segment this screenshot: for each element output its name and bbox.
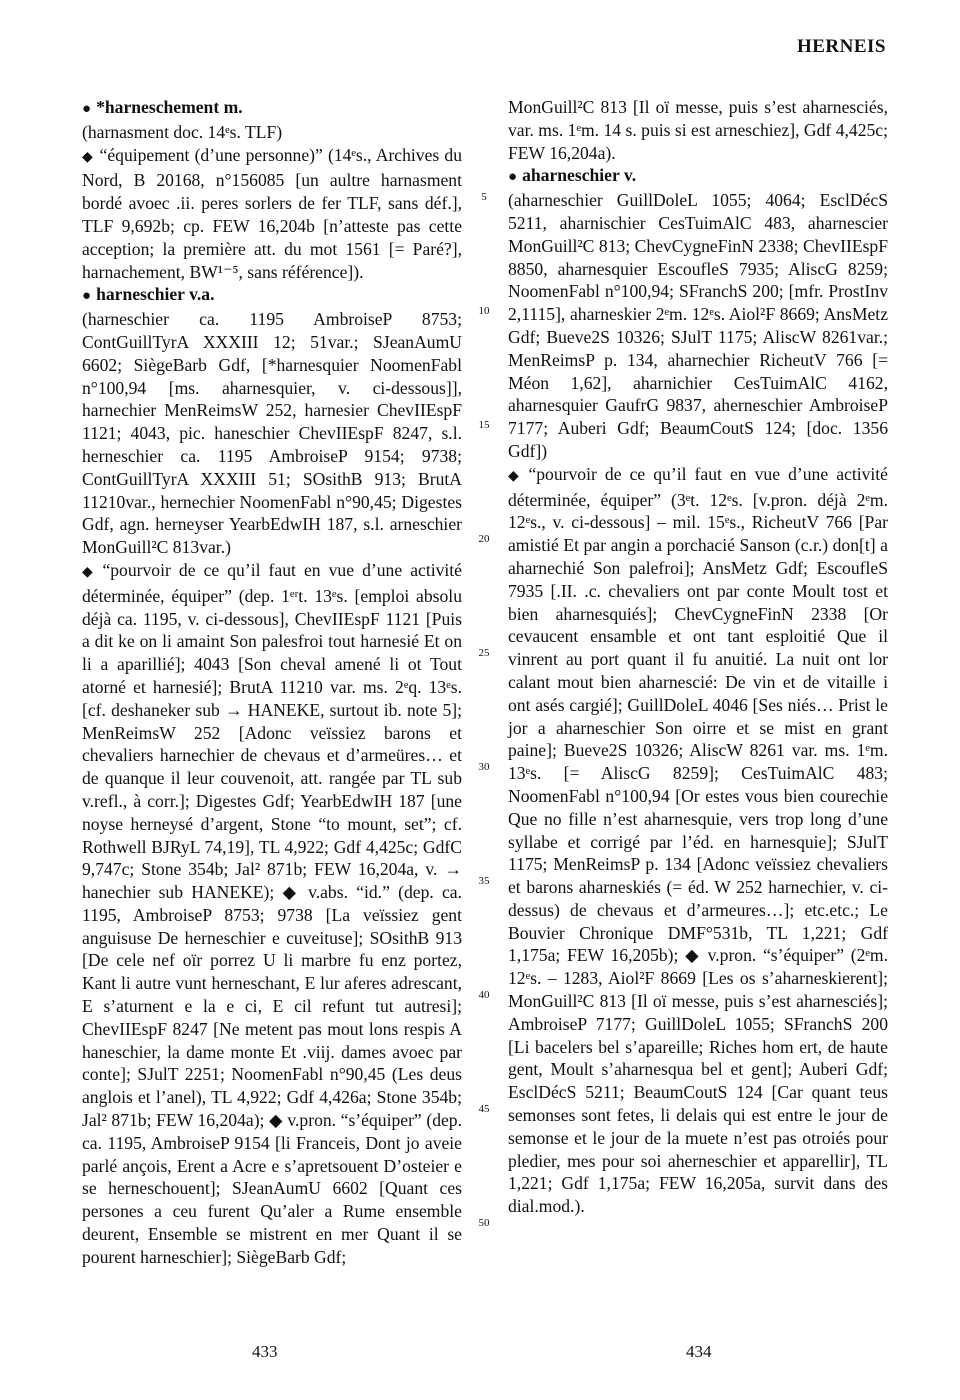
diamond-icon: ◆: [508, 468, 523, 484]
filled-circle-icon: ●: [82, 101, 92, 117]
filled-circle-icon: ●: [82, 288, 92, 305]
left-column: [82, 96, 462, 1269]
headword-line: [82, 283, 462, 308]
forms: (harnasment doc. 14ᵉs. TLF): [82, 121, 283, 142]
headword-line: [508, 164, 888, 189]
sense: “pourvoir de ce qu’il faut en vue d’une activité déterminée, équiper” (3ᵉt. 12ᵉs. [v.pron. déjà 2ᵉm. 12ᵉs., v. ci-dessous] – mil. 15ᵉs., RicheutV 766 [Par amistié Et par angin a porchacié Sanson (c.r.) don[t] a aharnechié Son palefroi]; AnsMetz Gdf; EscoufleS 7935 [.II. .c. chevaliers ont par conte Moult tost et bien aharnesquiés]; ChevCygneFinN 2338 [Or cevaucent ensamble et ont tant esploitié Que il vinrent au port quant il fu anuitié. La nuit ont lor calant mout bien aharnescié: De vin et de vitaille i ont asés cargié]; GuillDoleL 4046 [Ses niés… Prist le jor a aharneschier Son oirre et se mist en grant paine]; Bueve2S 10326; AliscW 8261 var. ms. 1ᵉm. 13ᵉs. [= AliscG 8259]; CesTuimAlC 483; NoomenFabl n°100,94 [Or estes vous bien courechie Que no fille n’est aharnesquie, vers trop long d’une syllabe et corrigé par l’éd. en harnesquie]; SJulT 1175; MenReimsP p. 134 [Adonc veïssiez chevaliers et barons aharneskiés (= éd. W 252 harnechier, v. ci-dessus) de chevaus et d’armeures…]; etc.etc.; Le Bouvier Chronique DMF°531b, TL 1,221; Gdf 1,175a; FEW 16,205b); ◆ v.pron. “s’équiper” (2ᵉm. 12ᵉs. – 1283, Aiol²F 8669 [Les os s’aharneskierent]; MonGuill²C 813 [Il oï messe, puis s’est aharnesciés]; AmbroiseP 7177; GuillDoleL 1055; SFranchS 200 [Li bacelers bel s’apareille; Riches hom ert, de haute gent, Moult s’aharnesqua bel et gent]; Auberi Gdf; EsclDécS 5211; BeaumCoutS 124 [Car quant teus semonses sont fetes, li delais qui est entre le jour de semonse et le jour de la muete n’est pas otroiés pour pledier, mes pour soi aherneschier et apparellir], TL 1,221; Gdf 1,175a; FEW 16,205a, survit dans des dial.mod.).: [508, 463, 888, 1217]
headword: *harneschement m.: [96, 97, 243, 117]
line-number: 30: [478, 761, 490, 773]
line-number: 5: [481, 191, 487, 203]
page-number-left: 433: [252, 1342, 278, 1361]
right-column: [508, 96, 888, 1218]
running-head: HERNEIS: [796, 36, 886, 57]
line-number: 10: [478, 305, 490, 317]
headword: aharneschier v.: [522, 165, 637, 186]
sense: “équipement (d’une personne)” (14ᵉs., Archives du Nord, B 20168, n°156085 [un aultre harnasment bordé avoec .ii. peres sorlers de fer TLF, sans déf.], TLF 9,692b; cp. FEW 16,204b [n’atteste pas cette acception; la première att. du mot 1561 [= Paré?], harnachement, BW¹⁻⁵, sans référence]).: [82, 144, 462, 282]
line-number: 15: [478, 419, 490, 431]
filled-circle-icon: ●: [508, 169, 518, 186]
line-number: 25: [478, 647, 490, 659]
line-number: 20: [478, 533, 490, 545]
continuation: MonGuill²C 813 [Il oï messe, puis s’est aharnesciés, var. ms. 1ᵉm. 14 s. puis si est arneschiez], Gdf 4,425c; FEW 16,204a).: [508, 97, 888, 163]
line-number: 40: [478, 989, 490, 1001]
diamond-icon: ◆: [82, 149, 94, 165]
forms: (harneschier ca. 1195 AmbroiseP 8753; ContGuillTyrA XXXIII 12; 51var.; SJeanAumU 6602; SiègeBarb Gdf, [*harnesquier NoomenFabl n°100,94 [ms. aharnesquier, v. ci-dessous]], harnechier MenReimsW 252, harnesier ChevIIEspF 1121; 4043, pic. haneschier ChevIIEspF 8247, s.l. herneschier ca. 1195 AmbroiseP 9154; 9738; ContGuillTyrA XXXIII 51; SOsithB 913; BrutA 11210var., hernechier NoomenFabl n°90,45; Digestes Gdf, agn. herneyser YearbEdwIH 187, s.l. arneschier MonGuill²C 813var.): [82, 309, 462, 558]
line-number: 50: [478, 1217, 490, 1229]
headword: harneschier v.a.: [96, 284, 215, 305]
diamond-icon: ◆: [82, 564, 97, 580]
forms: (aharneschier GuillDoleL 1055; 4064; EsclDécS 5211, aharnischier CesTuimAlC 483, aharnescier MonGuill²C 813; ChevCygneFinN 2338; ChevIIEspF 8850, aharnesquier EscoufleS 7935; AliscG 8259; NoomenFabl n°100,94; SFranchS 200; [mfr. ProstInv 2,1115], aharneskier 2ᵉm. 12ᵉs. Aiol²F 8669; AnsMetz Gdf; Bueve2S 10326; SJulT 1175; AliscW 8261var.; MenReimsP p. 134, aharnechier RicheutV 766 [= Méon 1,62], aharnichier CesTuimAlC 4162, aharnesquier GaufrG 9837, aherneschier AmbroiseP 7177; Auberi Gdf; BeaumCoutS 124; [doc. 1356 Gdf]): [508, 190, 888, 461]
line-number: 45: [478, 1103, 490, 1115]
line-number: 35: [478, 875, 490, 887]
page-number-right: 434: [686, 1342, 712, 1361]
headword-line: [82, 96, 462, 121]
sense-line: [508, 463, 888, 1218]
sense: “pourvoir de ce qu’il faut en vue d’une activité déterminée, équiper” (dep. 1ᵉʳt. 13ᵉs. [emploi absolu déjà ca. 1195, v. ci-dessous], ChevIIEspF 1121 [Puis a dit ke on li amaint Son palesfroi tout harnesié Et on li a aparillié]; 4043 [Son cheval amené li ot Tout atorné et harnesié]; BrutA 11210 var. ms. 2ᵉq. 13ᵉs. [cf. deshaneker sub → HANEKE, surtout ib. note 5]; MenReimsW 252 [Adonc veïssiez barons et chevaliers harnechier de chevaus et d’armeüres… et de quanque il leur couvenoit, att. rangée par TL sub v.refl., à corr.]; Digestes Gdf; YearbEdwIH 187 [une noyse herneysé d’argent, Stone “to mount, set”; cf. Rothwell BJRyL 74,19], TL 4,922; Gdf 4,425c; GdfC 9,747c; Stone 354b; Jal² 871b; FEW 16,204a, v. → hanechier sub HANEKE); ◆ v.abs. “id.” (dep. ca. 1195, AmbroiseP 8753; 9738 [La veïssiez gent anguisuse De herneschier e cuveituse]; SOsithB 913 [De cele nef oïr porrez U li marbre fu enz portez, Kant li autre vunt herneschant, E lur aferes adrescant, E s’aturnent e la e ci, E cil refunt tut autresi]; ChevIIEspF 8247 [Ne metent pas mout lons respis A haneschier, la dame monte Et .viij. dames avoec par conte]; SJulT 2251; NoomenFabl n°90,45 (Les deus anglois et l’anel), TL 4,922; Gdf 4,426a; Stone 354b; Jal² 871b; FEW 16,204a); ◆ v.pron. “s’équiper” (dep. ca. 1195, AmbroiseP 9154 [li Franceis, Dont jo aveie parlé ançois, Erent a Acre e s’apretsouent D’osteier e se herneschouent]; SJeanAumU 6602 [Quant ces persones a ceu furent Qu’aler a Rume ensemble deurent, Ensemble se mistrent en mer Quant il se pourent harneschier]; SiègeBarb Gdf;: [82, 559, 462, 1267]
sense-line: [82, 559, 462, 1269]
sense-line: [82, 144, 462, 284]
